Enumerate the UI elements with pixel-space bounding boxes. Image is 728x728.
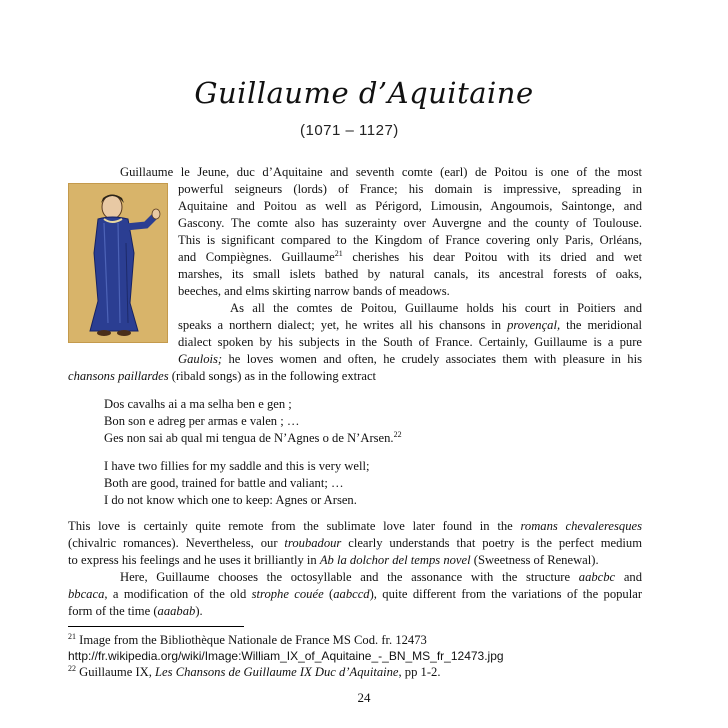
paragraph-2-line-5: chansons paillardes (ribald songs) as in the following extract — [68, 369, 377, 383]
paragraph-3-line-2: (chivalric romances). Nevertheless, our troubadour clearly understands that poetry is the perfect medium — [68, 536, 643, 550]
page-number: 24 — [357, 690, 371, 705]
lifespan-dates: (1071 – 1127) — [300, 122, 399, 139]
footnote-21: $^{21}$ Image from the Bibliothèque Nationale de France MS Cod. fr. 12473 — [68, 631, 427, 647]
guillaume-portrait-image — [68, 183, 168, 343]
paragraph-1-line-7: marshes, its small islets bathed by natural canals, its ancestral forests of oaks, — [178, 267, 642, 281]
verse-translation-line-2: Both are good, trained for battle and valiant; … — [104, 476, 344, 490]
footnote-21-url[interactable]: http://fr.wikipedia.org/wiki/Image:William_IX_of_Aquitaine_-_BN_MS_fr_12473.jpg — [68, 649, 504, 663]
paragraph-1-line-1: Guillaume le Jeune, duc d’Aquitaine and seventh comte (earl) de Poitou is one of the most — [120, 165, 642, 179]
footnote-ref-22[interactable]: 22 — [393, 429, 402, 439]
footnote-22: $^{22}$ Guillaume IX, Les Chansons de Guillaume IX Duc d’Aquitaine, pp 1-2. — [68, 663, 441, 679]
footnote-ref-21[interactable]: 21 — [334, 248, 343, 258]
page-title: Guillaume d’Aquitaine — [194, 76, 534, 110]
portrait-illustration-icon — [68, 183, 168, 343]
paragraph-2-line-2: speaks a northern dialect; yet, he writes all his chansons in provençal, the meridional — [178, 318, 642, 332]
paragraph-1-line-5: This is significant compared to the Kingdom of France covering only Paris, Orléans, — [178, 233, 642, 247]
verse-original-line-3: Ges non sai ab qual mi tengua de N’Agnes o de N’Arsen.$^{22}$ — [104, 429, 402, 445]
paragraph-1-line-3: Aquitaine and Poitou as well as Périgord, Limousin, Angoumois, Saintonge, and — [178, 199, 642, 213]
footnote-divider — [68, 626, 244, 627]
paragraph-1-line-2: powerful seigneurs (lords) of France; his domain is impressive, spreading in — [178, 182, 642, 196]
verse-original-line-1: Dos cavalhs ai a ma selha ben e gen ; — [104, 397, 292, 411]
verse-original-line-2: Bon son e adreg per armas e valen ; … — [104, 414, 300, 428]
paragraph-2-line-3: dialect spoken by his subjects in the South of France. Certainly, Guillaume is a pure — [178, 335, 642, 349]
paragraph-4-line-2: bbcaca, a modification of the old strophe couée (aabccd), quite different from the variations of the popular — [68, 587, 643, 601]
paragraph-4-line-3: form of the time (aaabab). — [68, 604, 203, 618]
verse-translation-line-3: I do not know which one to keep: Agnes or Arsen. — [104, 493, 357, 507]
paragraph-4-line-1: Here, Guillaume chooses the octosyllable and the assonance with the structure aabcbc and — [120, 570, 643, 584]
paragraph-2-line-1: As all the comtes de Poitou, Guillaume holds his court in Poitiers and — [230, 301, 642, 315]
paragraph-2-line-4: Gaulois; he loves women and often, he crudely associates them with pleasure in his — [178, 352, 642, 366]
paragraph-1-line-6: and Compiègnes. Guillaume$^{21}$ cherishes his dear Poitou with its dried and wet — [178, 248, 642, 264]
verse-translation-line-1: I have two fillies for my saddle and this is very well; — [104, 459, 370, 473]
paragraph-1-line-4: Gascony. The comte also has suzerainty over Auvergne and the county of Toulouse. — [178, 216, 642, 230]
paragraph-3-line-1: This love is certainly quite remote from the sublimate love later found in the romans chevaleresques — [68, 519, 642, 533]
paragraph-3-line-3: to express his feelings and he uses it brilliantly in Ab la dolchor del temps novel (Sweetness of Renewal). — [68, 553, 599, 567]
paragraph-1-line-8: beeches, and elms skirting narrow bands of meadows. — [178, 284, 450, 298]
